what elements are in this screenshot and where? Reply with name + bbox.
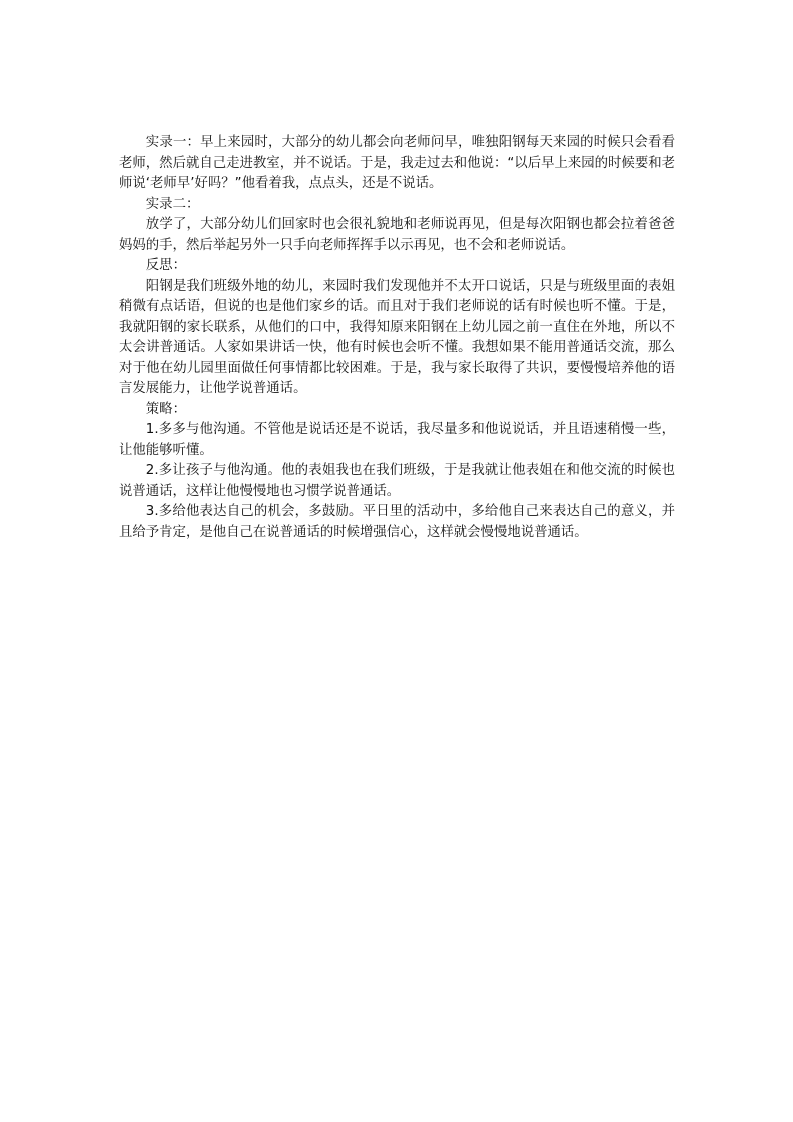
record-one-paragraph: 实录一：早上来园时，大部分的幼儿都会向老师问早，唯独阳钢每天来园的时候只会看看老师，然后就自己走进教室，并不说话。于是，我走过去和他说：“以后早上来园的时候要和老师说‘老师早’好吗？”他看着我，点点头，还是不说话。 [119,135,675,191]
reflection-heading: 反思： [145,258,186,273]
strategy-item-2: 2.多让孩子与他沟通。他的表姐我也在我们班级，于是我就让他表姐在和他交流的时候也说普通话，这样让他慢慢地也习惯学说普通话。 [119,463,675,499]
strategy-heading: 策略： [145,401,186,417]
strategy-item-3: 3.多给他表达自己的机会，多鼓励。平日里的活动中，多给他自己来表达自己的意义，并且给予肯定，是他自己在说普通话的时候增强信心，这样就会慢慢地说普通话。 [119,504,675,540]
record-two-paragraph: 放学了，大部分幼儿们回家时也会很礼貌地和老师说再见，但是每次阳钢也都会拉着爸爸妈妈的手，然后举起另外一只手向老师挥挥手以示再见，也不会和老师说话。 [119,217,675,253]
strategy-item-1: 1.多多与他沟通。不管他是说话还是不说话，我尽量多和他说说话，并且语速稍慢一些，让他能够听懂。 [119,422,675,458]
record-two-heading: 实录二： [145,196,200,212]
reflection-paragraph: 阳钢是我们班级外地的幼儿，来园时我们发现他并不太开口说话，只是与班级里面的表姐稍微有点话语，但说的也是他们家乡的话。而且对于我们老师说的话有时候也听不懂。于是，我就阳钢的家长联系，从他们的口中，我得知原来阳钢在上幼儿园之前一直住在外地，所以不太会讲普通话。人家如果讲话一快，他有时候也会听不懂。我想如果不能用普通话交流，那么对于他在幼儿园里面做任何事情都比较困难。于是，我与家长取得了共识，要慢慢培养他的语言发展能力，让他学说普通话。 [119,278,675,396]
document-body [119,133,675,543]
